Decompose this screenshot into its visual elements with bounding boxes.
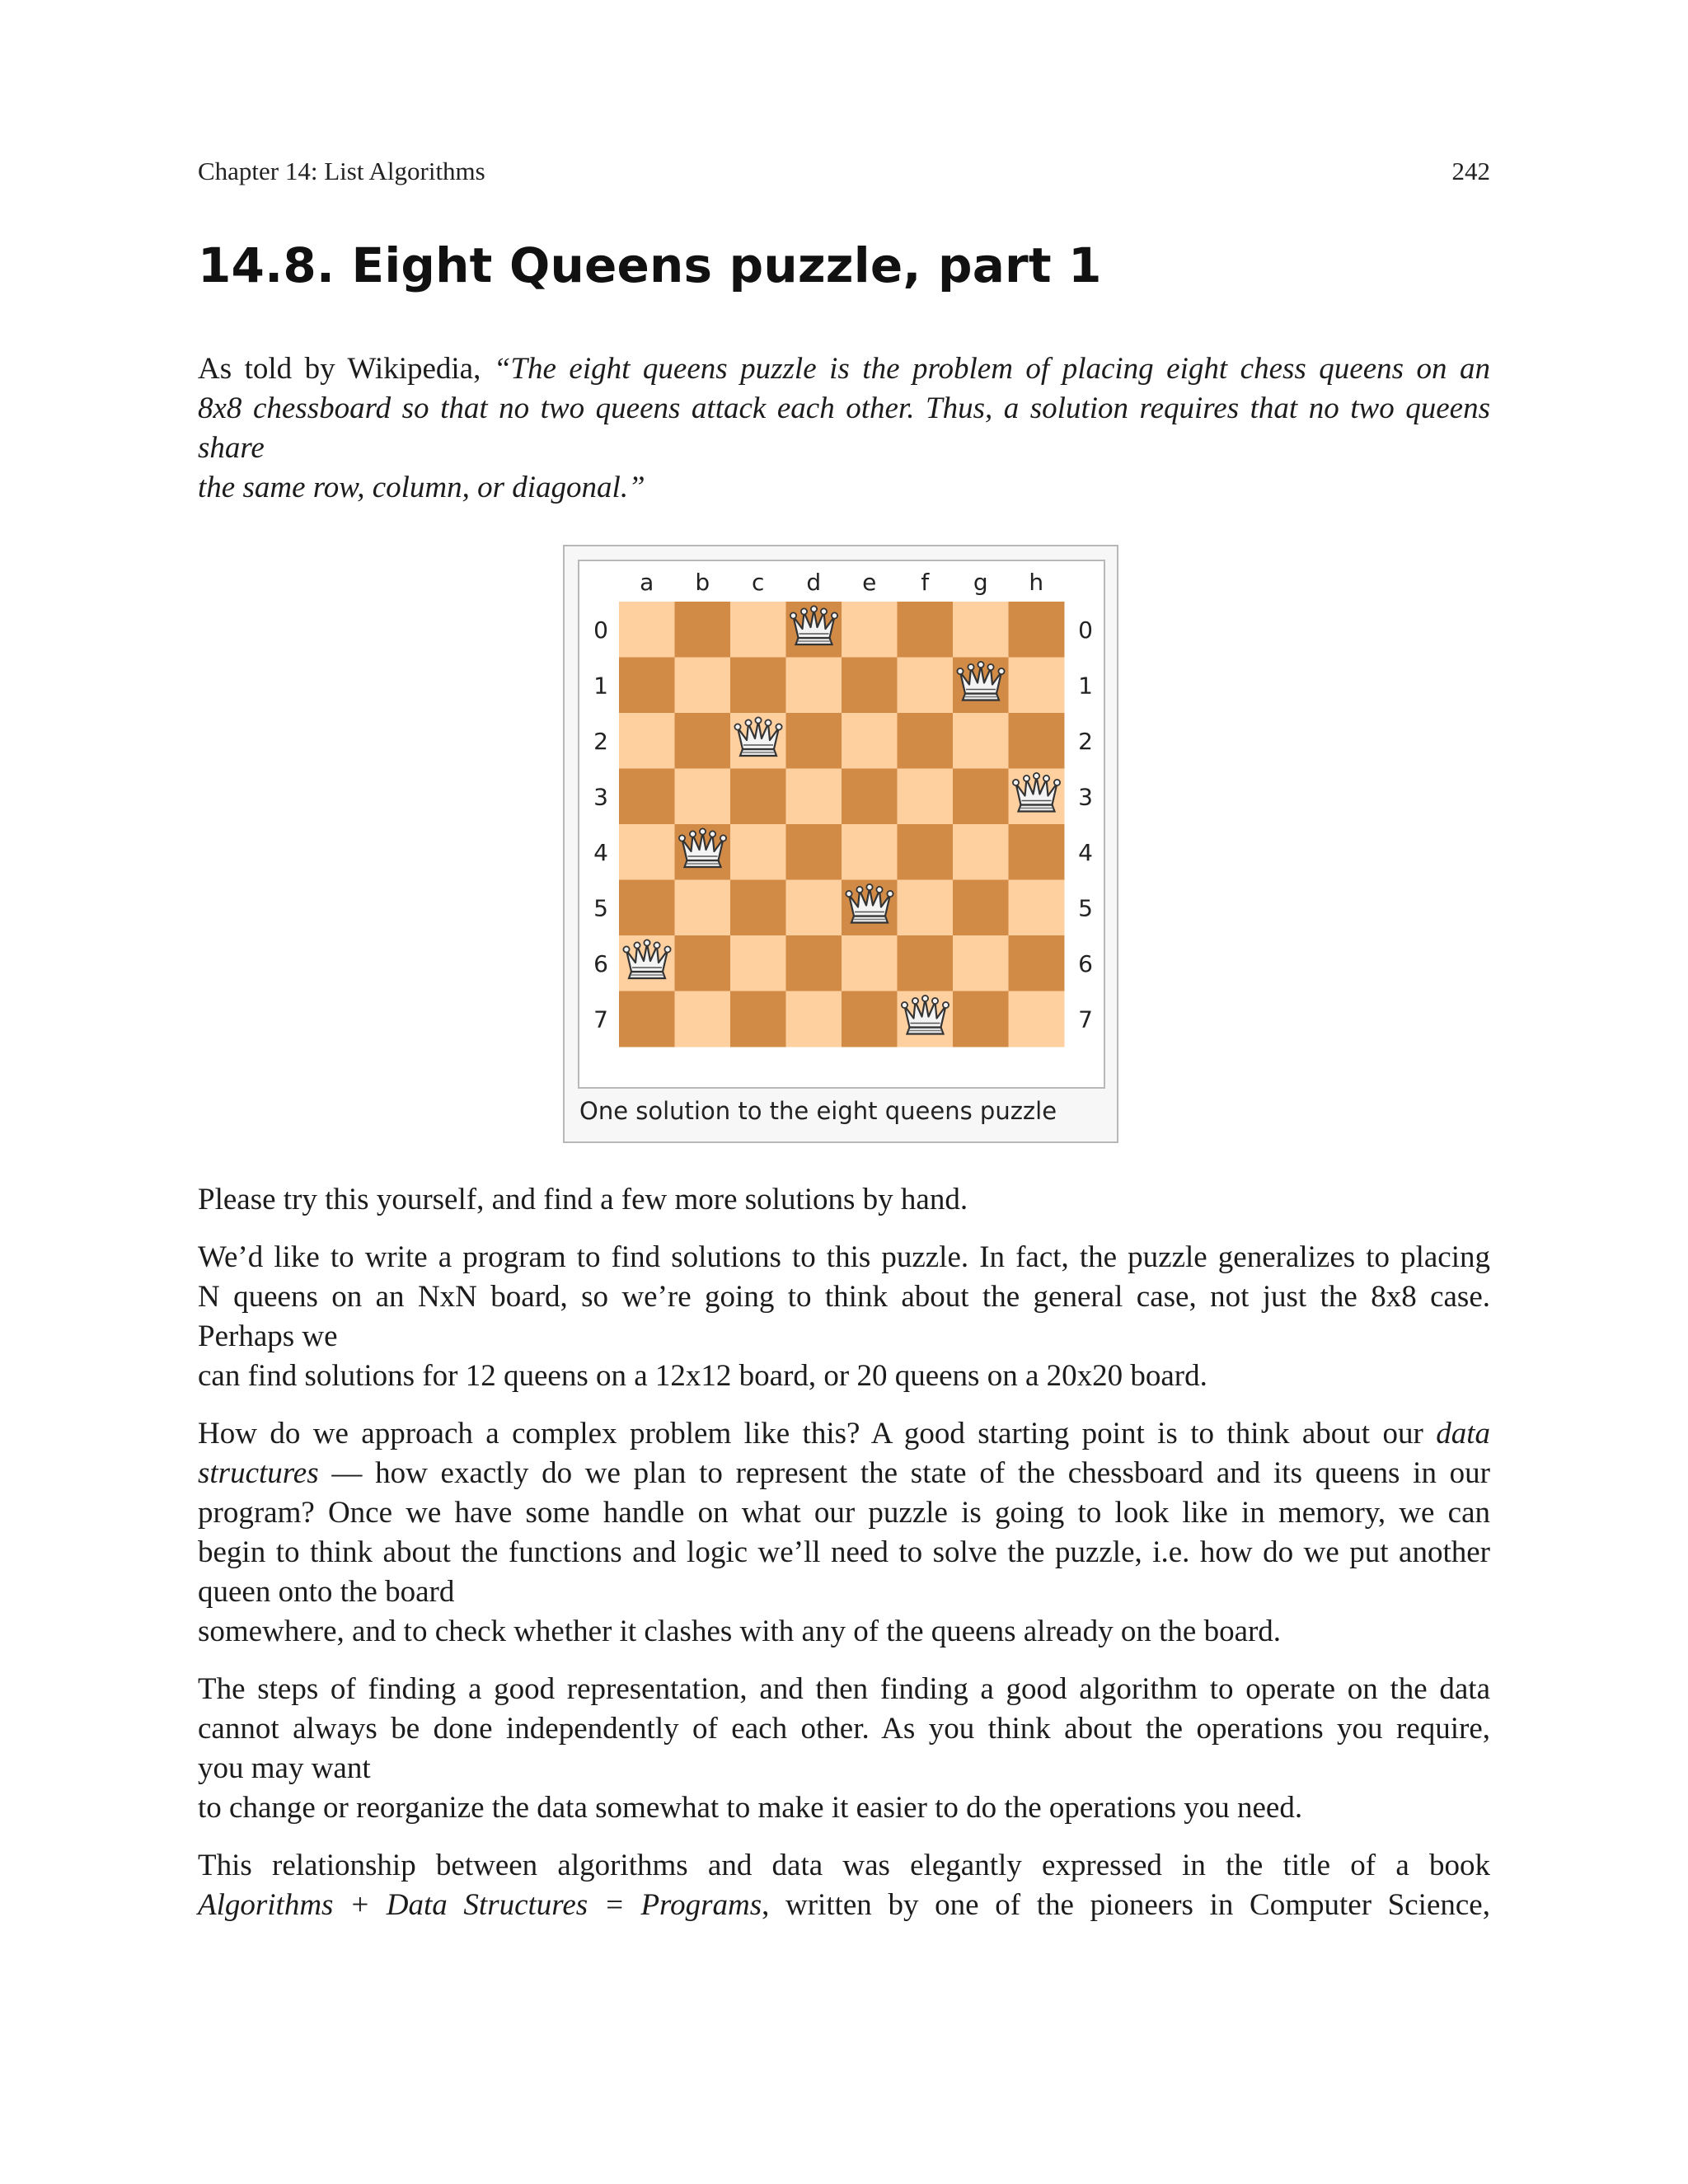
row-label-left: 0 [593,616,608,644]
paragraph-wirth-book [198,1846,1490,1925]
light-square [786,991,842,1047]
paragraph-line: to change or reorganize the data somewhat to make it easier to do the operations you need. [198,1791,1303,1825]
dark-square [730,769,786,825]
book-title: Algorithms + Data Structures = Programs [198,1888,762,1922]
row-label-right: 0 [1078,616,1093,644]
dark-square [730,880,786,936]
paragraph-line: can find solutions for 12 queens on a 12x12 board, or 20 queens on a 20x20 board. [198,1359,1207,1393]
page-number: 242 [1451,157,1490,185]
dark-square [675,935,731,991]
row-label-left: 4 [593,838,608,866]
row-label-left: 7 [593,1005,608,1033]
intro-paragraph [198,349,1490,508]
figure-caption: One solution to the eight queens puzzle [579,1097,1057,1125]
dark-square [842,658,898,714]
light-square [898,880,954,936]
light-square [1009,991,1065,1047]
light-square [1009,658,1065,714]
light-square [786,658,842,714]
dark-square [842,991,898,1047]
row-label-right: 7 [1078,1005,1093,1033]
row-label-left: 6 [593,949,608,977]
paragraph-generalize [198,1238,1490,1396]
dark-square [786,935,842,991]
light-square [675,769,731,825]
light-square [842,602,898,658]
light-square [1009,880,1065,936]
dark-square [619,769,675,825]
light-square [898,658,954,714]
light-square [619,713,675,769]
paragraph-line: begin to think about the functions and logic we’ll need to solve the puzzle, i.e. how do we put another [198,1535,1490,1569]
column-label: g [973,569,988,596]
paragraph-line: This relationship between algorithms and data was elegantly expressed in the title of a book [198,1849,1490,1882]
dark-square [898,824,954,880]
intro-text: As told by Wikipedia, [198,352,494,386]
light-square [953,602,1009,658]
dark-square [1009,713,1065,769]
paragraph-try-yourself [198,1180,1490,1220]
dark-square [953,769,1009,825]
paragraph-line [198,1414,1490,1454]
light-square [786,769,842,825]
light-square [953,824,1009,880]
row-label-right: 4 [1078,838,1093,866]
dark-square [1009,935,1065,991]
paragraph-approach [198,1414,1490,1652]
row-label-left: 5 [593,894,608,922]
dark-square [786,824,842,880]
dark-square [619,991,675,1047]
section-title: 14.8. Eight Queens puzzle, part 1 [198,237,1102,293]
paragraph-representation [198,1670,1490,1828]
paragraph-line: Please try this yourself, and find a few more solutions by hand. [198,1183,968,1216]
dark-square [953,991,1009,1047]
light-square [786,880,842,936]
light-square [675,991,731,1047]
paragraph-line [198,1454,1490,1493]
dark-square [730,658,786,714]
row-label-right: 2 [1078,727,1093,755]
row-label-left: 3 [593,783,608,811]
dark-square [730,991,786,1047]
dark-square [898,713,954,769]
light-square [730,935,786,991]
column-label: h [1029,569,1044,596]
chessboard-diagram [565,546,1120,1145]
text-run: How do we approach a complex problem like this? A good starting point is to think about our [198,1417,1437,1451]
paragraph-line: queen onto the board [198,1575,455,1609]
paragraph-line: Perhaps we [198,1319,338,1353]
dark-square [953,880,1009,936]
intro-line-1 [198,349,1490,389]
paragraph-line: somewhere, and to check whether it clashes with any of the queens already on the board. [198,1615,1282,1648]
column-label: d [806,569,822,596]
dark-square [898,602,954,658]
emphasis: data [1436,1417,1490,1451]
light-square [675,658,731,714]
dark-square [898,935,954,991]
dark-square [842,769,898,825]
dark-square [1009,824,1065,880]
row-label-left: 1 [593,672,608,700]
column-label: c [752,569,765,596]
row-label-right: 3 [1078,783,1093,811]
light-square [842,935,898,991]
paragraph-line: We’d like to write a program to find solutions to this puzzle. In fact, the puzzle generalizes to placing [198,1240,1490,1274]
row-label-right: 5 [1078,894,1093,922]
light-square [730,824,786,880]
intro-line-4: the same row, column, or diagonal.” [198,471,645,504]
dark-square [1009,602,1065,658]
row-label-left: 2 [593,727,608,755]
row-label-right: 1 [1078,672,1093,700]
row-label-right: 6 [1078,949,1093,977]
light-square [730,602,786,658]
dark-square [675,713,731,769]
paragraph-line: cannot always be done independently of each other. As you think about the operations you require, [198,1712,1490,1746]
light-square [953,935,1009,991]
wikipedia-quote: “The eight queens puzzle is the problem of placing eight chess queens on an [493,352,1491,386]
text-run: , written by one of the pioneers in Computer Science, [762,1888,1490,1922]
light-square [619,602,675,658]
chessboard-figure [563,545,1118,1143]
light-square [842,713,898,769]
paragraph-line [198,1886,1490,1925]
emphasis: structures [198,1456,319,1490]
text-run: — how exactly do we plan to represent the state of the chessboard and its queens in our [318,1456,1490,1490]
column-label: a [640,569,654,596]
light-square [619,824,675,880]
light-square [675,880,731,936]
column-label: f [921,569,930,596]
paragraph-line: you may want [198,1751,371,1785]
light-square [953,713,1009,769]
paragraph-line: program? Once we have some handle on what our puzzle is going to look like in memory, we can [198,1496,1490,1530]
intro-line-2: 8x8 chessboard so that no two queens attack each other. Thus, a solution requires that no two queens [198,391,1490,425]
paragraph-line: N queens on an NxN board, so we’re going to think about the general case, not just the 8x8 case. [198,1280,1490,1314]
dark-square [619,658,675,714]
dark-square [786,713,842,769]
dark-square [619,880,675,936]
paragraph-line: The steps of finding a good representation, and then finding a good algorithm to operate on the data [198,1672,1490,1706]
light-square [898,769,954,825]
dark-square [675,602,731,658]
column-label: b [695,569,710,596]
column-label: e [862,569,877,596]
chapter-title: Chapter 14: List Algorithms [198,157,485,185]
light-square [842,824,898,880]
intro-line-3: share [198,431,265,465]
